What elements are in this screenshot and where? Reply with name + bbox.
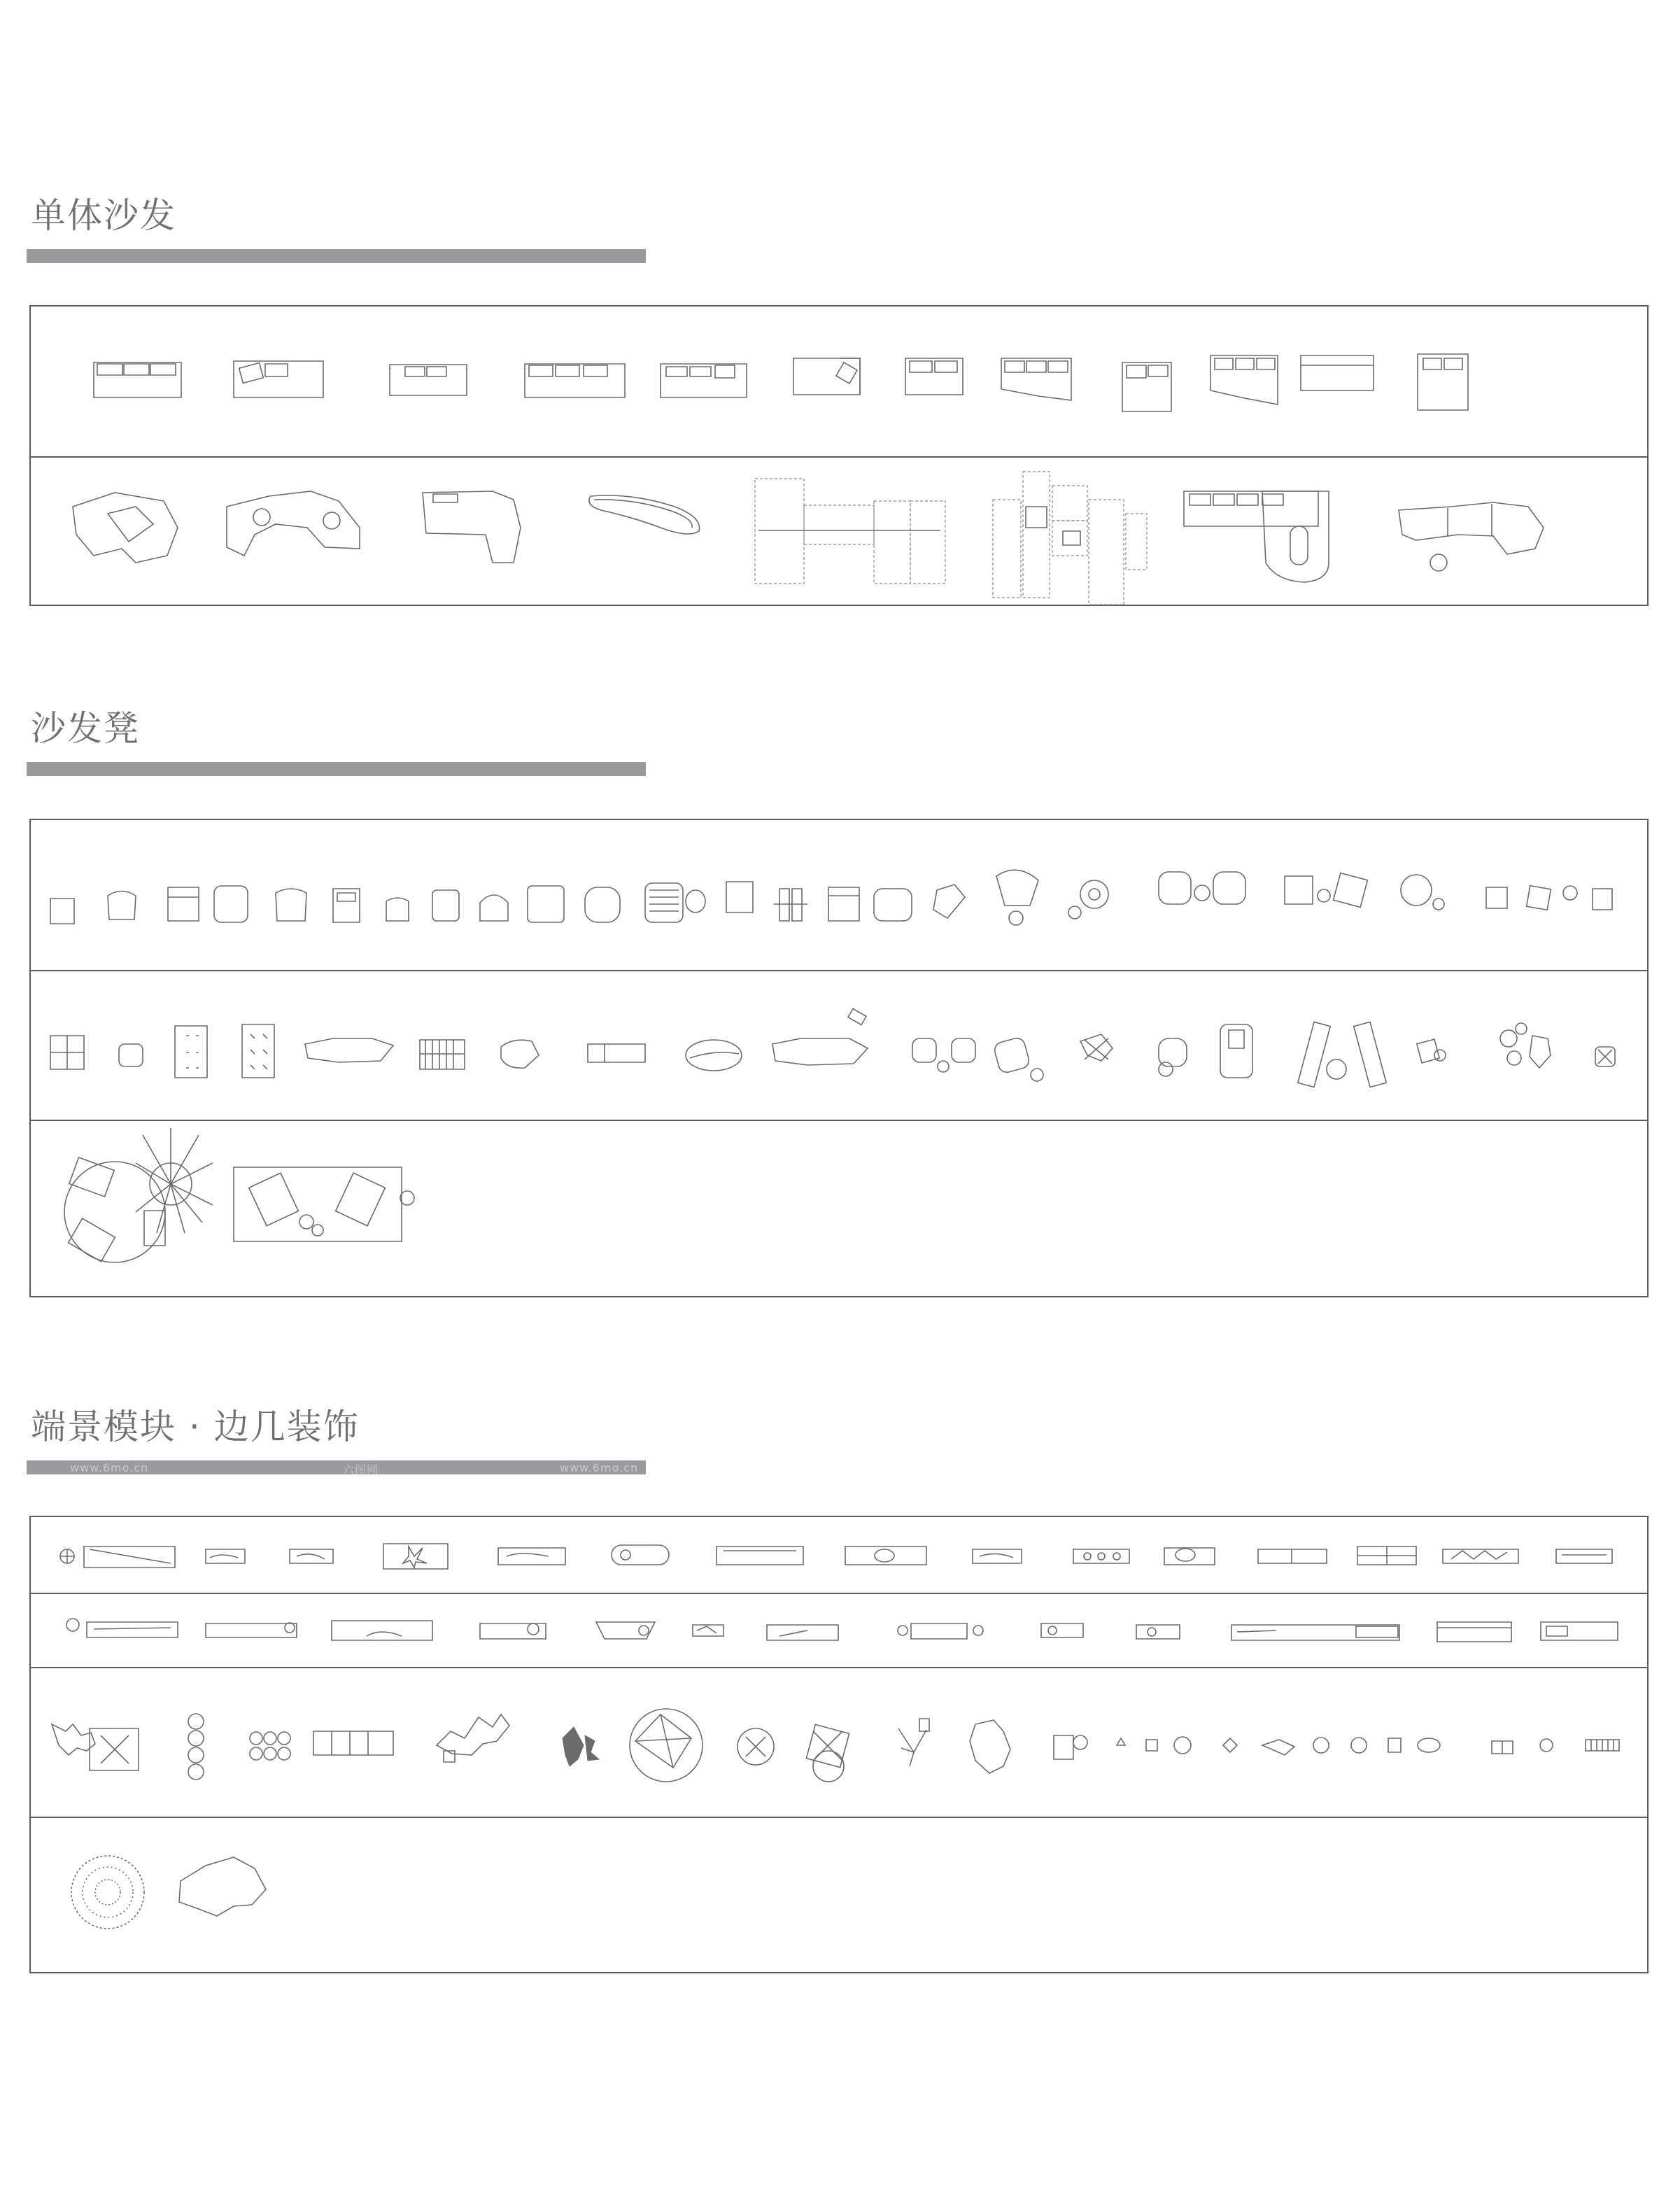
chair-block[interactable] (1159, 872, 1245, 904)
decor-block[interactable] (1586, 1740, 1619, 1751)
section-title-underline (27, 249, 646, 263)
chair-block[interactable] (996, 870, 1038, 925)
sofa-block[interactable] (1399, 502, 1544, 571)
sofa-block[interactable] (755, 479, 945, 584)
ottoman-block[interactable] (175, 1026, 207, 1078)
chair-block[interactable] (933, 885, 965, 918)
sofa-block[interactable] (94, 362, 181, 397)
decor-block[interactable] (1164, 1548, 1215, 1565)
single-sofa-panel (29, 305, 1649, 606)
decor-row-ornaments (31, 1667, 1647, 1818)
stool-row-sets (31, 1120, 1647, 1299)
decor-block[interactable] (206, 1623, 297, 1637)
watermark-text: www.6mo.cn (560, 1461, 639, 1474)
sofa-block[interactable] (589, 495, 700, 534)
chair-block[interactable] (774, 889, 807, 921)
stool-row-ottomans (31, 970, 1647, 1121)
ottoman-block[interactable] (1595, 1047, 1615, 1066)
decor-block[interactable] (767, 1625, 838, 1640)
ottoman-block[interactable] (588, 1044, 645, 1062)
sofa-block[interactable] (993, 472, 1147, 605)
ottoman-block[interactable] (993, 1036, 1043, 1081)
sofa-block[interactable] (1301, 355, 1374, 390)
decor-block[interactable] (480, 1623, 546, 1639)
sofa-block[interactable] (1418, 354, 1468, 410)
chair-block[interactable] (214, 886, 248, 922)
chair-block[interactable] (432, 890, 459, 921)
decor-block[interactable] (806, 1724, 849, 1782)
sofa-row-sectional (31, 456, 1647, 607)
sofa-block[interactable] (1210, 355, 1278, 404)
decor-block[interactable] (1073, 1549, 1129, 1563)
ottoman-block[interactable] (772, 1008, 868, 1065)
sofa-block[interactable] (1184, 491, 1329, 582)
sofa-block[interactable] (1122, 362, 1171, 411)
ottoman-block[interactable] (1298, 1022, 1386, 1087)
decor-block[interactable] (737, 1728, 774, 1765)
decor-block[interactable] (1492, 1739, 1553, 1754)
decor-row-sideboards (31, 1593, 1647, 1668)
section-title-sofa-stool: 沙发凳 (31, 708, 140, 749)
decor-block[interactable] (60, 1547, 175, 1568)
chair-block[interactable] (585, 887, 620, 922)
chair-block[interactable] (726, 882, 753, 913)
lounge-set-block[interactable] (234, 1167, 414, 1241)
decor-block[interactable] (71, 1856, 144, 1929)
section-title-side-decor: 端景模块 · 边几装饰 (31, 1407, 360, 1447)
ottoman-block[interactable] (1159, 1038, 1187, 1076)
ottoman-block[interactable] (1417, 1039, 1446, 1063)
decor-block[interactable] (188, 1714, 204, 1780)
decor-row-rugs (31, 1817, 1647, 1975)
decor-block[interactable] (630, 1709, 703, 1782)
ottoman-block[interactable] (50, 1036, 84, 1069)
decor-block[interactable] (1443, 1549, 1518, 1563)
chair-block[interactable] (108, 892, 136, 920)
chair-block[interactable] (168, 887, 199, 921)
decor-block[interactable] (437, 1714, 509, 1762)
sofa-block[interactable] (793, 358, 860, 395)
section-title-underline (27, 762, 646, 776)
ottoman-block[interactable] (1500, 1023, 1551, 1068)
chair-block[interactable] (1068, 880, 1108, 919)
decor-block[interactable] (332, 1621, 432, 1640)
chair-block[interactable] (386, 898, 409, 921)
decor-block[interactable] (250, 1732, 290, 1760)
decor-block[interactable] (1556, 1549, 1612, 1563)
decor-block[interactable] (1054, 1735, 1191, 1759)
sofa-block[interactable] (905, 358, 963, 395)
decor-block[interactable] (563, 1727, 599, 1766)
sofa-block[interactable] (1001, 358, 1071, 400)
chair-block[interactable] (480, 895, 508, 921)
sofa-row-straight (31, 307, 1647, 456)
chair-block[interactable] (528, 886, 564, 922)
ottoman-block[interactable] (420, 1040, 465, 1069)
chair-block[interactable] (1401, 875, 1444, 910)
watermark-text: 六图网 (343, 1463, 379, 1477)
section-title-single-sofa: 单体沙发 (31, 195, 176, 236)
decor-block[interactable] (179, 1857, 266, 1916)
sofa-block[interactable] (390, 365, 467, 395)
ottoman-block[interactable] (1220, 1024, 1252, 1078)
decor-block[interactable] (1437, 1622, 1511, 1642)
chair-block[interactable] (828, 887, 859, 921)
chair-block[interactable] (874, 889, 912, 921)
chair-block[interactable] (276, 889, 306, 921)
decor-block[interactable] (970, 1720, 1010, 1773)
ottoman-block[interactable] (501, 1040, 539, 1068)
decor-block[interactable] (693, 1625, 723, 1636)
chair-block[interactable] (50, 899, 74, 924)
decor-block[interactable] (1136, 1625, 1180, 1639)
decor-block[interactable] (845, 1547, 926, 1565)
decor-block[interactable] (612, 1545, 669, 1565)
decor-block[interactable] (898, 1623, 983, 1639)
side-decor-panel (29, 1516, 1649, 1973)
sofa-block[interactable] (234, 361, 323, 397)
chair-block[interactable] (1285, 873, 1367, 908)
decor-block[interactable] (898, 1719, 929, 1766)
sofa-block[interactable] (227, 491, 360, 556)
ottoman-block[interactable] (242, 1024, 274, 1078)
decor-block[interactable] (206, 1549, 245, 1563)
chair-block[interactable] (333, 889, 360, 922)
chair-block[interactable] (645, 883, 705, 922)
chair-block[interactable] (1486, 886, 1612, 910)
decor-block[interactable] (1258, 1549, 1327, 1563)
sofa-block[interactable] (73, 493, 178, 563)
decor-block[interactable] (1357, 1547, 1416, 1565)
lounge-set-block[interactable] (64, 1128, 213, 1262)
sofa-block[interactable] (661, 364, 747, 397)
sofa-block[interactable] (423, 491, 521, 563)
decor-block[interactable] (1231, 1625, 1399, 1640)
ottoman-block[interactable] (1080, 1034, 1113, 1061)
decor-row-consoles (31, 1517, 1647, 1593)
decor-block[interactable] (596, 1622, 655, 1639)
decor-block[interactable] (52, 1724, 139, 1770)
sofa-stool-panel (29, 819, 1649, 1297)
decor-block[interactable] (313, 1731, 393, 1755)
stool-row-chairs (31, 820, 1647, 970)
decor-block[interactable] (1223, 1738, 1440, 1755)
decor-block[interactable] (973, 1549, 1022, 1563)
ottoman-block[interactable] (686, 1040, 742, 1071)
decor-block[interactable] (383, 1544, 448, 1569)
decor-block[interactable] (717, 1547, 803, 1565)
decor-block[interactable] (66, 1619, 178, 1637)
sofa-block[interactable] (525, 364, 625, 397)
decor-block[interactable] (290, 1549, 333, 1563)
decor-block[interactable] (1541, 1622, 1618, 1640)
ottoman-block[interactable] (119, 1044, 143, 1066)
ottoman-block[interactable] (912, 1038, 975, 1072)
watermark-text: www.6mo.cn (70, 1461, 149, 1474)
ottoman-block[interactable] (305, 1038, 393, 1062)
decor-block[interactable] (498, 1548, 565, 1565)
decor-block[interactable] (1041, 1623, 1083, 1637)
